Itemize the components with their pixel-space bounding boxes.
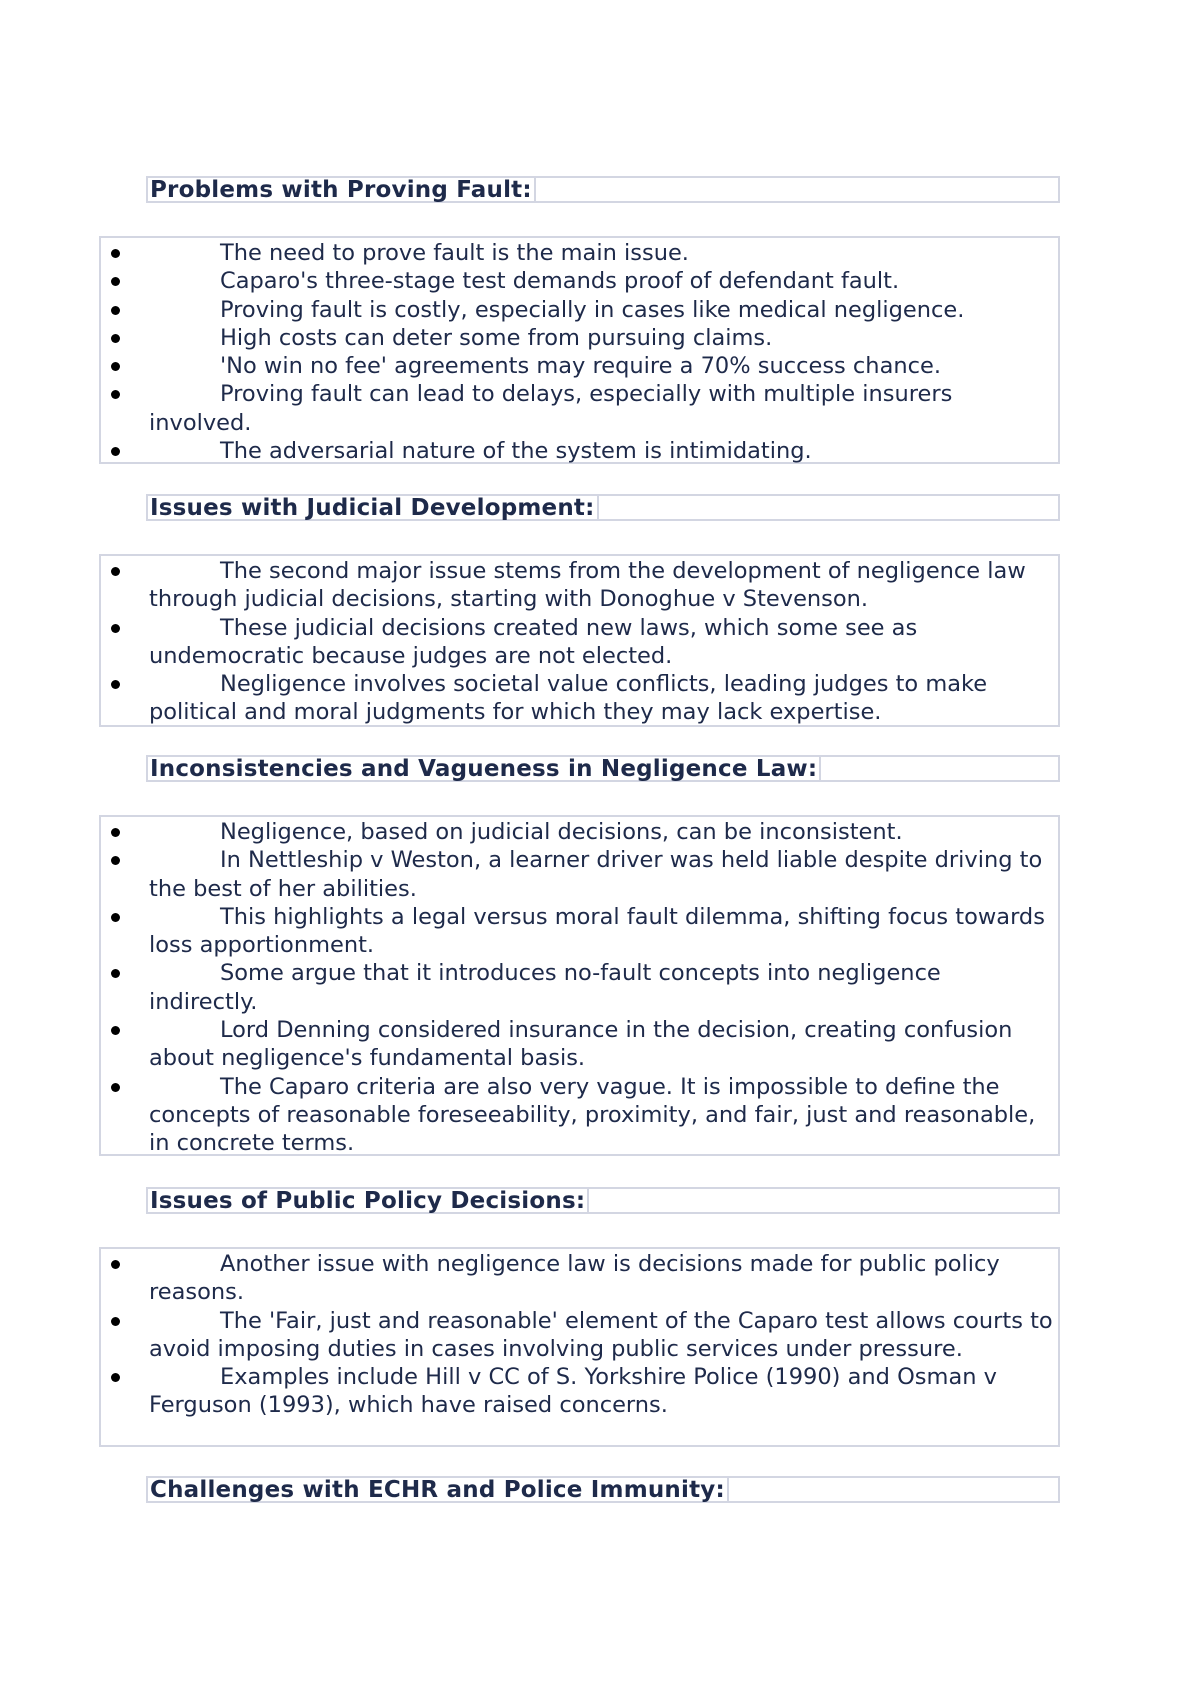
list-item-text: 'No win no fee' agreements may require a 70% success chance. <box>220 353 941 380</box>
list-item-text: Some argue that it introduces no-fault concepts into negligence indirectly. <box>149 960 941 1015</box>
section-heading: Challenges with ECHR and Police Immunity: <box>148 1478 729 1503</box>
bullet-icon <box>111 828 120 837</box>
bullet-icon <box>111 334 120 343</box>
bullet-icon <box>111 969 120 978</box>
list-item <box>101 1363 1058 1420</box>
list-item <box>101 296 1058 324</box>
list-item <box>101 846 1058 903</box>
list-item <box>101 1250 1058 1307</box>
list-item <box>101 818 1058 846</box>
list-item <box>101 1073 1058 1158</box>
list-item <box>101 437 1058 465</box>
list-item-text: These judicial decisions created new laws, which some see as undemocratic because judges are not elected. <box>149 614 918 669</box>
bullet-icon <box>111 1083 120 1092</box>
list-item <box>101 959 1058 1016</box>
section-heading: Issues with Judicial Development: <box>148 496 599 521</box>
bullet-list-box <box>99 1247 1060 1447</box>
list-item-text: Negligence, based on judicial decisions, can be inconsistent. <box>220 819 903 845</box>
list-item-text: The 'Fair, just and reasonable' element of the Caparo test allows courts to avoid imposing duties in cases involving public services under pressure. <box>149 1307 1053 1362</box>
bullet-icon <box>111 277 120 286</box>
list-item-text: The second major issue stems from the development of negligence law through judicial decisions, starting with Donoghue v Stevenson. <box>149 558 1026 613</box>
bullet-list-box <box>99 815 1060 1156</box>
list-item-text: Examples include Hill v CC of S. Yorkshire Police (1990) and Osman v Ferguson (1993), which have raised concerns. <box>149 1364 997 1419</box>
bullet-icon <box>111 624 120 633</box>
bullet-icon <box>111 1026 120 1035</box>
list-item <box>101 267 1058 295</box>
section-heading: Inconsistencies and Vagueness in Negligence Law: <box>148 757 821 782</box>
list-item-text: High costs can deter some from pursuing claims. <box>220 324 773 351</box>
list-item-text: Negligence involves societal value conflicts, leading judges to make political and moral judgments for which they may lack expertise. <box>149 671 988 726</box>
list-item-text: This highlights a legal versus moral fault dilemma, shifting focus towards loss apportionment. <box>149 903 1045 959</box>
list-item-text: The adversarial nature of the system is intimidating. <box>220 438 812 465</box>
section-heading-box <box>146 755 1060 782</box>
bullet-icon <box>111 390 120 399</box>
bullet-list <box>101 818 1058 1158</box>
bullet-icon <box>111 362 120 371</box>
bullet-icon <box>111 447 120 456</box>
list-item-text: In Nettleship v Weston, a learner driver was held liable despite driving to the best of her abilities. <box>149 847 1043 902</box>
list-item <box>101 1307 1058 1364</box>
section-heading-box <box>146 1476 1060 1503</box>
list-item-text: Proving fault is costly, especially in cases like medical negligence. <box>220 296 965 323</box>
bullet-icon <box>111 249 120 258</box>
bullet-list <box>101 1250 1058 1420</box>
bullet-icon <box>111 856 120 865</box>
bullet-icon <box>111 913 120 922</box>
bullet-icon <box>111 1317 120 1326</box>
bullet-list-box <box>99 554 1060 727</box>
list-item <box>101 903 1058 960</box>
list-item-text: Proving fault can lead to delays, especially with multiple insurers involved. <box>149 381 953 436</box>
bullet-list <box>101 557 1058 727</box>
bullet-list-box <box>99 236 1060 464</box>
list-item-text: Lord Denning considered insurance in the decision, creating confusion about negligence's fundamental basis. <box>149 1017 1013 1072</box>
section-heading: Issues of Public Policy Decisions: <box>148 1189 589 1214</box>
list-item <box>101 614 1058 671</box>
list-item <box>101 239 1058 267</box>
bullet-icon <box>111 306 120 315</box>
list-item <box>101 557 1058 614</box>
list-item-text: Another issue with negligence law is decisions made for public policy reasons. <box>149 1251 1000 1306</box>
section-heading-box <box>146 176 1060 203</box>
section-heading: Problems with Proving Fault: <box>148 178 536 203</box>
section-heading-box <box>146 494 1060 521</box>
list-item <box>101 670 1058 727</box>
bullet-icon <box>111 1373 120 1382</box>
list-item-text: Caparo's three-stage test demands proof of defendant fault. <box>220 268 900 295</box>
list-item-text: The need to prove fault is the main issue. <box>220 240 689 266</box>
list-item-text: The Caparo criteria are also very vague. It is impossible to define the concepts of reasonable foreseeability, proximity, and fair, just and reasonable, in concrete terms. <box>149 1073 1036 1157</box>
section-heading-box <box>146 1187 1060 1214</box>
list-item <box>101 1016 1058 1073</box>
bullet-icon <box>111 1260 120 1269</box>
bullet-icon <box>111 567 120 576</box>
list-item <box>101 352 1058 380</box>
list-item <box>101 380 1058 437</box>
bullet-icon <box>111 680 120 689</box>
list-item <box>101 324 1058 352</box>
bullet-list <box>101 239 1058 465</box>
